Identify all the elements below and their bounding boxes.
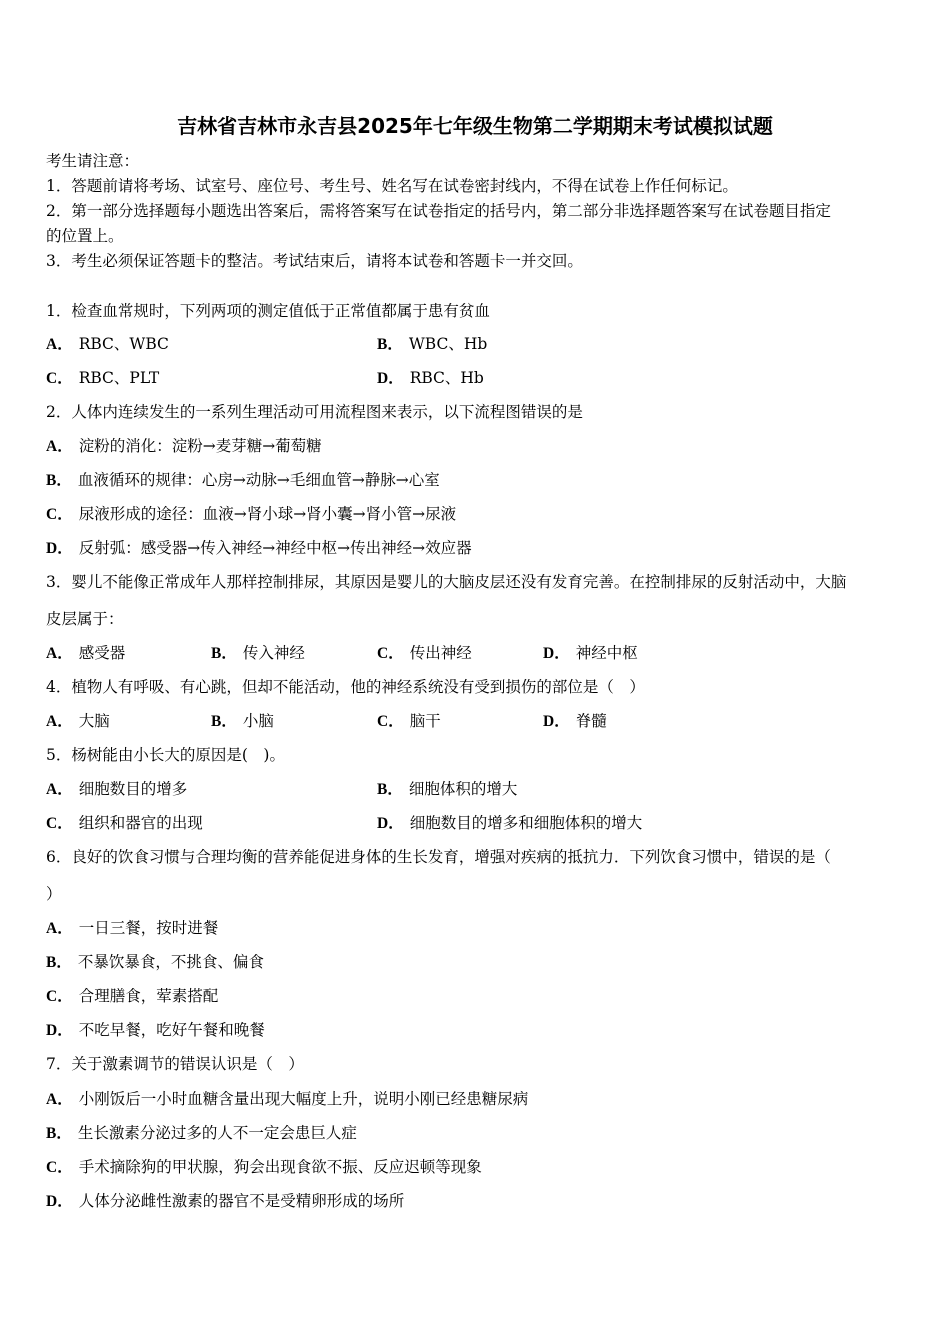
option-text: 脊髓: [575, 712, 607, 730]
option-text: 细胞体积的增大: [408, 780, 518, 798]
answer-option: [377, 368, 484, 389]
option-label: B．: [377, 781, 403, 798]
option-label: A．: [46, 438, 73, 455]
option-label: D．: [377, 370, 404, 387]
option-label: D．: [46, 1022, 73, 1039]
answer-option: [46, 436, 322, 457]
answer-option: [46, 470, 440, 491]
option-text: 脑干: [409, 712, 441, 730]
option-label: B．: [46, 472, 72, 489]
question-stem: 6．良好的饮食习惯与合理均衡的营养能促进身体的生长发育，增强对疾病的抵抗力．下列饮食习惯中，错误的是（: [46, 848, 831, 866]
question-stem: 5．杨树能由小长大的原因是( )。: [46, 746, 285, 764]
answer-option: [46, 1123, 357, 1144]
option-label: D．: [377, 815, 404, 832]
option-label: C．: [46, 1159, 73, 1176]
answer-option: [377, 711, 441, 732]
answer-option: [46, 986, 218, 1007]
option-text: 组织和器官的出现: [78, 814, 203, 832]
answer-option: [543, 643, 638, 664]
answer-option: [211, 643, 305, 664]
option-text: 手术摘除狗的甲状腺，狗会出现食欲不振、反应迟顿等现象: [78, 1158, 482, 1176]
option-label: B．: [211, 713, 237, 730]
option-label: A．: [46, 781, 73, 798]
question-stem: 1．检查血常规时，下列两项的测定值低于正常值都属于患有贫血: [46, 302, 490, 320]
option-label: D．: [543, 713, 570, 730]
option-label: B．: [46, 1125, 72, 1142]
option-text: 神经中枢: [575, 644, 638, 662]
option-label: A．: [46, 645, 73, 662]
answer-option: [46, 538, 472, 559]
option-label: B．: [377, 336, 403, 353]
option-text: 不暴饮暴食，不挑食、偏食: [77, 953, 264, 971]
option-label: C．: [46, 370, 73, 387]
option-text: 不吃早餐，吃好午餐和晚餐: [78, 1021, 265, 1039]
option-label: D．: [46, 1193, 73, 1210]
answer-option: [46, 711, 110, 732]
answer-option: [46, 1191, 404, 1212]
answer-option: [377, 813, 642, 834]
option-text: 传出神经: [409, 644, 472, 662]
notice-item: 2．第一部分选择题每小题选出答案后，需将答案写在试卷指定的括号内，第二部分非选择题答案写在试卷题目指定: [46, 202, 831, 220]
option-text: 大脑: [78, 712, 110, 730]
option-text: WBC、Hb: [408, 335, 488, 353]
option-text: RBC、PLT: [78, 369, 160, 387]
option-label: C．: [377, 645, 404, 662]
answer-option: [46, 779, 187, 800]
question-stem: 7．关于激素调节的错误认识是（ ）: [46, 1055, 304, 1073]
option-label: C．: [377, 713, 404, 730]
answer-option: [377, 643, 472, 664]
answer-option: [46, 1157, 482, 1178]
option-text: 人体分泌雌性激素的器官不是受精卵形成的场所: [78, 1192, 405, 1210]
option-label: D．: [543, 645, 570, 662]
option-text: 小脑: [242, 712, 274, 730]
answer-option: [377, 779, 517, 800]
question-stem-continued: 皮层属于：: [46, 610, 124, 628]
option-label: C．: [46, 506, 73, 523]
option-text: 小刚饭后一小时血糖含量出现大幅度上升，说明小刚已经患糖尿病: [78, 1090, 529, 1108]
answer-option: [46, 1020, 265, 1041]
option-label: A．: [46, 713, 73, 730]
option-label: A．: [46, 1091, 73, 1108]
answer-option: [46, 643, 125, 664]
option-text: 反射弧：感受器→传入神经→神经中枢→传出神经→效应器: [78, 539, 472, 557]
option-text: 尿液形成的途径：血液→肾小球→肾小囊→肾小管→尿液: [78, 505, 457, 523]
notice-item: 的位置上。: [46, 227, 124, 245]
option-label: D．: [46, 540, 73, 557]
answer-option: [543, 711, 607, 732]
notice-item: 1．答题前请将考场、试室号、座位号、考生号、姓名写在试卷密封线内，不得在试卷上作任何标记。: [46, 177, 738, 195]
option-label: A．: [46, 336, 73, 353]
option-text: 生长激素分泌过多的人不一定会患巨人症: [77, 1124, 357, 1142]
option-text: RBC、WBC: [78, 335, 169, 353]
answer-option: [211, 711, 274, 732]
option-text: 感受器: [78, 644, 126, 662]
option-text: 一日三餐，按时进餐: [78, 919, 219, 937]
page-title: 吉林省吉林市永吉县2025年七年级生物第二学期期末考试模拟试题: [177, 114, 773, 138]
answer-option: [46, 368, 159, 389]
question-stem: 4．植物人有呼吸、有心跳，但却不能活动，他的神经系统没有受到损伤的部位是（ ）: [46, 678, 645, 696]
answer-option: [46, 334, 169, 355]
option-text: 淀粉的消化：淀粉→麦芽糖→葡萄糖: [78, 437, 322, 455]
option-label: C．: [46, 988, 73, 1005]
answer-option: [46, 952, 264, 973]
answer-option: [46, 918, 218, 939]
option-text: 血液循环的规律：心房→动脉→毛细血管→静脉→心室: [77, 471, 440, 489]
answer-option: [46, 1089, 528, 1110]
question-stem-continued: ）: [46, 885, 62, 903]
option-text: RBC、Hb: [409, 369, 484, 387]
answer-option: [46, 813, 203, 834]
option-text: 细胞数目的增多和细胞体积的增大: [409, 814, 643, 832]
question-stem: 3．婴儿不能像正常成年人那样控制排尿，其原因是婴儿的大脑皮层还没有发育完善。在控制排尿的反射活动中，大脑: [46, 573, 847, 591]
answer-option: [377, 334, 487, 355]
option-label: B．: [211, 645, 237, 662]
question-stem: 2．人体内连续发生的一系列生理活动可用流程图来表示，以下流程图错误的是: [46, 403, 583, 421]
option-text: 合理膳食，荤素搭配: [78, 987, 219, 1005]
option-label: B．: [46, 954, 72, 971]
option-text: 传入神经: [242, 644, 305, 662]
notice-item: 3．考生必须保证答题卡的整洁。考试结束后，请将本试卷和答题卡一并交回。: [46, 252, 583, 270]
option-label: A．: [46, 920, 73, 937]
option-label: C．: [46, 815, 73, 832]
option-text: 细胞数目的增多: [78, 780, 188, 798]
answer-option: [46, 504, 456, 525]
notice-heading: 考生请注意：: [46, 152, 140, 170]
